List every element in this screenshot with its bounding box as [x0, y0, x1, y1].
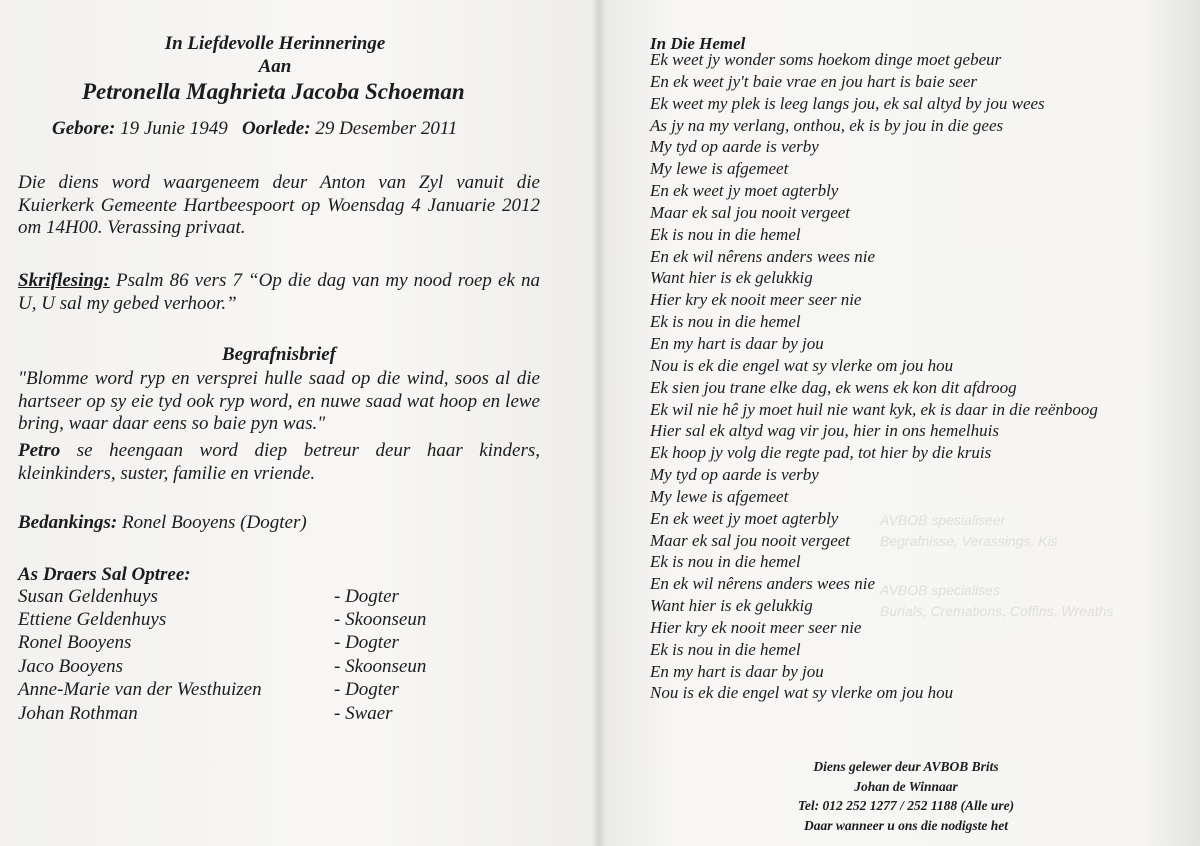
page-fold	[592, 0, 606, 846]
bearer-name: Susan Geldenhuys	[18, 586, 158, 607]
poem-line: Want hier is ek gelukkig	[650, 596, 813, 616]
bearer-name: Anne-Marie van der Westhuizen	[18, 679, 262, 700]
bearer-relation: - Dogter	[334, 586, 399, 607]
bearer-name: Johan Rothman	[18, 703, 138, 724]
mourn-text: se heengaan word diep betreur deur haar kinders, kleinkinders, suster, familie en vriende.	[18, 440, 540, 484]
dedication-aan: Aan	[258, 56, 292, 77]
poem-line: Ek hoop jy volg die regte pad, tot hier by die kruis	[650, 443, 992, 463]
poem-line: My tyd op aarde is verby	[650, 137, 819, 157]
poem-line: En ek weet jy't baie vrae en jou hart is baie seer	[650, 71, 978, 91]
footer-provider: Diens gelewer deur AVBOB Brits	[813, 759, 999, 774]
bearer-relation: - Skoonseun	[334, 609, 427, 630]
show-through-text: Begrafnisse, Verassings, Kis	[880, 533, 1058, 549]
poem-line: My lewe is afgemeet	[650, 486, 789, 506]
show-through-text: AVBOB spesialiseer	[880, 512, 1006, 528]
mourn-name: Petro	[18, 440, 61, 461]
bearer-name: Ettiene Geldenhuys	[18, 609, 167, 630]
poem-line: En my hart is daar by jou	[650, 333, 824, 353]
footer-contact-person: Johan de Winnaar	[854, 778, 958, 794]
poem-line: Ek sien jou trane elke dag, ek wens ek kon dit afdroog	[650, 377, 1017, 397]
poem-line: My tyd op aarde is verby	[650, 465, 819, 485]
poem-line: Ek weet jy wonder soms hoekom dinge moet gebeur	[650, 50, 1002, 69]
service-paragraph: Die diens word waargeneem deur Anton van Zyl vanuit die Kuierkerk Gemeente Hartbeespoort op Woensdag 4 Januarie 2012 om 14H00. Verassing privaat.	[18, 172, 540, 238]
poem-line: En my hart is daar by jou	[650, 661, 824, 681]
scripture-text: Psalm 86 vers 7 “Op die dag van my nood roep ek na U, U sal my gebed verhoor.”	[18, 270, 540, 314]
poem-line: Nou is ek die engel wat sy vlerke om jou hou	[650, 683, 954, 703]
poem-line: En ek weet jy moet agterbly	[650, 508, 839, 528]
thanks-line	[18, 512, 307, 535]
scripture-paragraph	[18, 270, 540, 315]
poem-line: Nou is ek die engel wat sy vlerke om jou hou	[650, 355, 954, 375]
scripture-label: Skriflesing:	[18, 270, 110, 291]
bearer-relation: - Dogter	[334, 632, 399, 653]
poem-line: Hier kry ek nooit meer seer nie	[650, 617, 862, 637]
life-dates	[52, 118, 457, 140]
poem-line: En ek weet jy moet agterbly	[650, 181, 839, 201]
bearer-relation: - Dogter	[334, 679, 399, 700]
mourning-paragraph	[18, 440, 540, 485]
poem-line: As jy na my verlang, onthou, ek is by jou in die gees	[650, 115, 1004, 135]
died-label: Oorlede:	[241, 118, 311, 139]
poem-line: Ek weet my plek is leeg langs jou, ek sal altyd by jou wees	[650, 93, 1045, 113]
bearer-relation: - Skoonseun	[334, 656, 427, 677]
bearer-name: Ronel Booyens	[18, 632, 132, 653]
bearer-name: Jaco Booyens	[18, 656, 123, 677]
dedication-heading: In Liefdevolle Herinneringe	[164, 33, 386, 54]
died-date: 29 Desember 2011	[315, 118, 458, 139]
poem-line: Ek is nou in die hemel	[650, 312, 801, 332]
born-date: 19 Junie 1949	[120, 118, 228, 139]
thanks-text: Ronel Booyens (Dogter)	[122, 512, 307, 533]
poem-line: Maar ek sal jou nooit vergeet	[650, 202, 851, 222]
letter-quote: "Blomme word ryp en versprei hulle saad op die wind, soos al die hartseer op sy eie tyd ook ryp word, en nuwe saad wat hoop en lewe bring, waar daar eens so baie pyn was."	[18, 368, 540, 434]
poem-title: In Die Hemel	[650, 34, 746, 53]
footer-phone: Tel: 012 252 1277 / 252 1188 (Alle ure)	[797, 798, 1015, 813]
poem-line: Maar ek sal jou nooit vergeet	[650, 530, 851, 550]
show-through-text: Burials, Cremations, Coffins, Wreaths	[880, 603, 1114, 619]
poem-line: Ek wil nie hê jy moet huil nie want kyk, ek is daar in die reënboog	[650, 399, 1098, 419]
footer-slogan: Daar wanneer u ons die nodigste het	[803, 817, 1009, 833]
poem-line: Ek is nou in die hemel	[650, 224, 801, 244]
poem-lines	[650, 49, 1098, 704]
poem-line: Hier sal ek altyd wag vir jou, hier in ons hemelhuis	[650, 421, 999, 441]
poem-line: En ek wil nêrens anders wees nie	[650, 246, 876, 266]
poem-line: Hier kry ek nooit meer seer nie	[650, 290, 862, 310]
born-label: Gebore:	[52, 118, 116, 139]
show-through-text: AVBOB specialises	[880, 582, 1000, 598]
funeral-service-footer	[760, 757, 1052, 835]
poem-line: Ek is nou in die hemel	[650, 552, 801, 572]
bearer-relation: - Swaer	[334, 703, 393, 724]
poem-line: Want hier is ek gelukkig	[650, 268, 813, 288]
thanks-label: Bedankings:	[18, 512, 118, 533]
poem-line: En ek wil nêrens anders wees nie	[650, 574, 876, 594]
letter-title: Begrafnisbrief	[222, 344, 336, 365]
poem-line: Ek is nou in die hemel	[650, 639, 801, 659]
bearers-title: As Draers Sal Optree:	[18, 564, 191, 585]
deceased-name: Petronella Maghrieta Jacoba Schoeman	[82, 79, 465, 104]
poem-line: My lewe is afgemeet	[650, 159, 789, 179]
